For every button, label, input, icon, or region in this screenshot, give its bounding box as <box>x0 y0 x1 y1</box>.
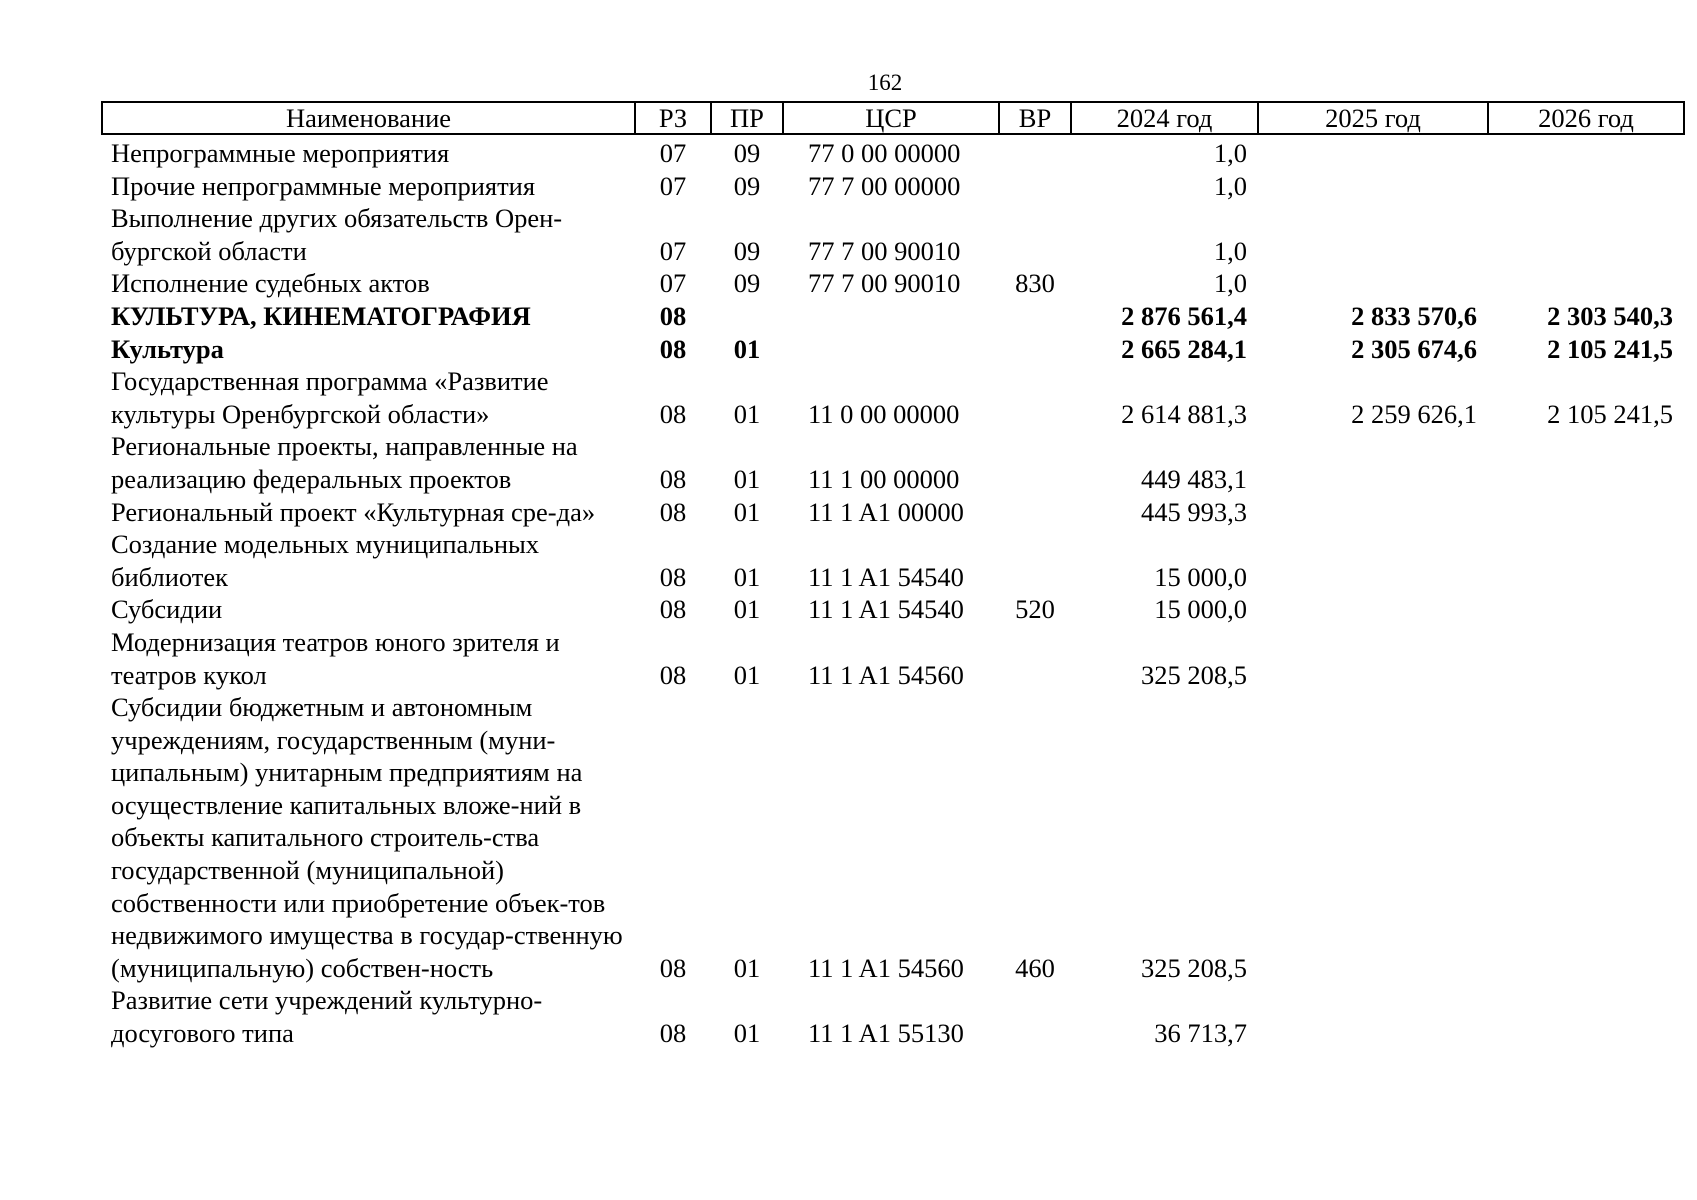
cell-pr: 01 <box>733 463 761 494</box>
cell-2025 <box>1258 593 1488 626</box>
cell-2026 <box>1488 267 1684 300</box>
cell-csr: 11 1 A1 54540 <box>808 594 964 625</box>
cell-csr: 77 7 00 00000 <box>808 170 961 201</box>
cell-2024: 2 876 561,4 <box>1121 300 1247 331</box>
cell-2026 <box>1488 134 1684 170</box>
cell-name: Региональные проекты, направленные на реализацию федеральных проектов <box>111 431 578 494</box>
cell-csr: 11 1 00 00000 <box>808 463 960 494</box>
cell-2026 <box>1488 430 1684 495</box>
table-row <box>102 333 1684 366</box>
cell-pr: 01 <box>733 659 761 690</box>
cell-rz: 08 <box>659 398 687 429</box>
cell-csr: 11 1 A1 55130 <box>808 1018 964 1049</box>
cell-vr <box>999 430 1071 495</box>
cell-vr <box>999 202 1071 267</box>
table-row <box>102 593 1684 626</box>
cell-rz: 08 <box>659 496 687 527</box>
cell-2024: 15 000,0 <box>1154 594 1247 625</box>
cell-2026: 2 105 241,5 <box>1547 333 1673 364</box>
cell-vr: 830 <box>1015 268 1055 299</box>
cell-2024: 2 665 284,1 <box>1121 333 1247 364</box>
cell-name: Выполнение других обязательств Орен-бургской области <box>111 203 563 266</box>
header-row <box>102 102 1684 134</box>
cell-2024: 1,0 <box>1213 138 1247 168</box>
cell-2026 <box>1488 626 1684 691</box>
cell-vr <box>999 528 1071 593</box>
cell-name: Непрограммные мероприятия <box>111 138 450 168</box>
cell-vr <box>999 170 1071 203</box>
table-row <box>102 365 1684 430</box>
cell-2025: 2 259 626,1 <box>1351 398 1477 429</box>
cell-csr: 11 1 A1 00000 <box>808 496 964 527</box>
cell-name: Субсидии бюджетным и автономным учреждениям, государственным (муни-ципальным) унитарным предприятиям на осуществление капитальных вложе-ний в объекты капитального строитель-ства государственной (муниципальной) собственности или приобретение объек-тов недвижимого имущества в государ-ственную (муниципальную) собствен-ность <box>111 692 623 983</box>
cell-vr <box>999 496 1071 529</box>
cell-2025: 2 833 570,6 <box>1351 300 1477 331</box>
cell-csr: 77 7 00 90010 <box>808 235 961 266</box>
budget-table <box>101 101 1685 1050</box>
cell-2026: 2 303 540,3 <box>1547 300 1673 331</box>
cell-csr: 11 1 A1 54560 <box>808 659 964 690</box>
cell-pr: 01 <box>733 594 761 625</box>
cell-csr: 11 1 A1 54540 <box>808 561 964 592</box>
cell-2024: 2 614 881,3 <box>1121 398 1247 429</box>
cell-vr <box>999 333 1071 366</box>
cell-2025 <box>1258 170 1488 203</box>
cell-pr: 09 <box>733 235 761 266</box>
header-2025: 2025 год <box>1258 102 1488 134</box>
cell-rz: 08 <box>659 952 687 983</box>
cell-pr: 01 <box>733 1018 761 1049</box>
cell-2024: 1,0 <box>1213 268 1247 299</box>
cell-pr: 09 <box>733 268 761 299</box>
table-row <box>102 430 1684 495</box>
cell-name: Региональный проект «Культурная сре-да» <box>111 496 596 527</box>
table-row <box>102 267 1684 300</box>
cell-name: Исполнение судебных актов <box>111 268 430 299</box>
cell-pr: 01 <box>733 561 761 592</box>
cell-csr <box>783 333 999 366</box>
cell-name: Модернизация театров юного зрителя и театров кукол <box>111 626 560 690</box>
cell-vr <box>999 984 1071 1049</box>
header-name: Наименование <box>102 102 635 134</box>
cell-rz: 07 <box>659 138 687 168</box>
cell-rz: 07 <box>659 268 687 299</box>
cell-name: КУЛЬТУРА, КИНЕМАТОГРАФИЯ <box>111 300 531 331</box>
cell-2025 <box>1258 134 1488 170</box>
cell-2024: 1,0 <box>1213 235 1247 266</box>
cell-vr: 460 <box>1015 952 1055 983</box>
cell-pr: 01 <box>733 333 761 364</box>
cell-rz: 07 <box>659 170 687 201</box>
cell-name: Государственная программа «Развитие культуры Оренбургской области» <box>111 366 549 429</box>
cell-rz: 08 <box>659 333 687 364</box>
cell-2026 <box>1488 593 1684 626</box>
page-number: 162 <box>867 70 903 95</box>
cell-name: Культура <box>111 333 224 364</box>
cell-2026 <box>1488 691 1684 984</box>
cell-2025 <box>1258 202 1488 267</box>
table-row <box>102 528 1684 593</box>
header-vr: ВР <box>999 102 1071 134</box>
cell-2026 <box>1488 496 1684 529</box>
cell-2025 <box>1258 267 1488 300</box>
table-body <box>102 134 1684 1050</box>
cell-vr: 520 <box>1015 594 1055 625</box>
cell-name: Развитие сети учреждений культурно-досугового типа <box>111 985 543 1049</box>
cell-pr: 01 <box>733 398 761 429</box>
cell-2024: 36 713,7 <box>1154 1018 1247 1049</box>
cell-2026 <box>1488 984 1684 1049</box>
header-pr: ПР <box>711 102 783 134</box>
cell-pr: 09 <box>733 138 761 168</box>
cell-2026 <box>1488 202 1684 267</box>
cell-vr <box>999 134 1071 170</box>
cell-csr: 11 1 A1 54560 <box>808 952 964 983</box>
cell-2026 <box>1488 528 1684 593</box>
table-row <box>102 300 1684 333</box>
cell-2025 <box>1258 691 1488 984</box>
cell-2024: 1,0 <box>1213 170 1247 201</box>
cell-pr <box>711 300 783 333</box>
cell-rz: 08 <box>659 659 687 690</box>
cell-vr <box>999 365 1071 430</box>
cell-2026 <box>1488 170 1684 203</box>
cell-2025 <box>1258 496 1488 529</box>
cell-2024: 449 483,1 <box>1141 463 1247 494</box>
cell-csr: 77 7 00 90010 <box>808 268 961 299</box>
table-header <box>102 102 1684 134</box>
cell-csr: 11 0 00 00000 <box>808 398 960 429</box>
cell-2024: 325 208,5 <box>1141 659 1247 690</box>
cell-rz: 08 <box>659 1018 687 1049</box>
table-row <box>102 202 1684 267</box>
table-row <box>102 691 1684 984</box>
cell-2024: 325 208,5 <box>1141 952 1247 983</box>
cell-rz: 08 <box>659 300 687 331</box>
cell-vr <box>999 300 1071 333</box>
cell-2025 <box>1258 528 1488 593</box>
cell-rz: 08 <box>659 561 687 592</box>
header-rz: РЗ <box>635 102 711 134</box>
table-row <box>102 496 1684 529</box>
header-2026: 2026 год <box>1488 102 1684 134</box>
cell-pr: 01 <box>733 496 761 527</box>
cell-pr: 09 <box>733 170 761 201</box>
table-row <box>102 134 1684 170</box>
cell-2026: 2 105 241,5 <box>1547 398 1673 429</box>
cell-2025: 2 305 674,6 <box>1351 333 1477 364</box>
cell-vr <box>999 626 1071 691</box>
cell-name: Создание модельных муниципальных библиотек <box>111 529 540 592</box>
table-row <box>102 984 1684 1049</box>
cell-2024: 15 000,0 <box>1154 561 1247 592</box>
cell-csr <box>783 300 999 333</box>
table-row <box>102 170 1684 203</box>
cell-csr: 77 0 00 00000 <box>808 138 961 168</box>
cell-2024: 445 993,3 <box>1141 496 1247 527</box>
cell-rz: 08 <box>659 463 687 494</box>
cell-name: Прочие непрограммные мероприятия <box>111 170 536 201</box>
cell-rz: 08 <box>659 594 687 625</box>
cell-2025 <box>1258 430 1488 495</box>
header-csr: ЦСР <box>783 102 999 134</box>
header-2024: 2024 год <box>1071 102 1258 134</box>
table-row <box>102 626 1684 691</box>
cell-2025 <box>1258 626 1488 691</box>
cell-pr: 01 <box>733 952 761 983</box>
cell-2025 <box>1258 984 1488 1049</box>
cell-name: Субсидии <box>111 594 223 625</box>
cell-rz: 07 <box>659 235 687 266</box>
